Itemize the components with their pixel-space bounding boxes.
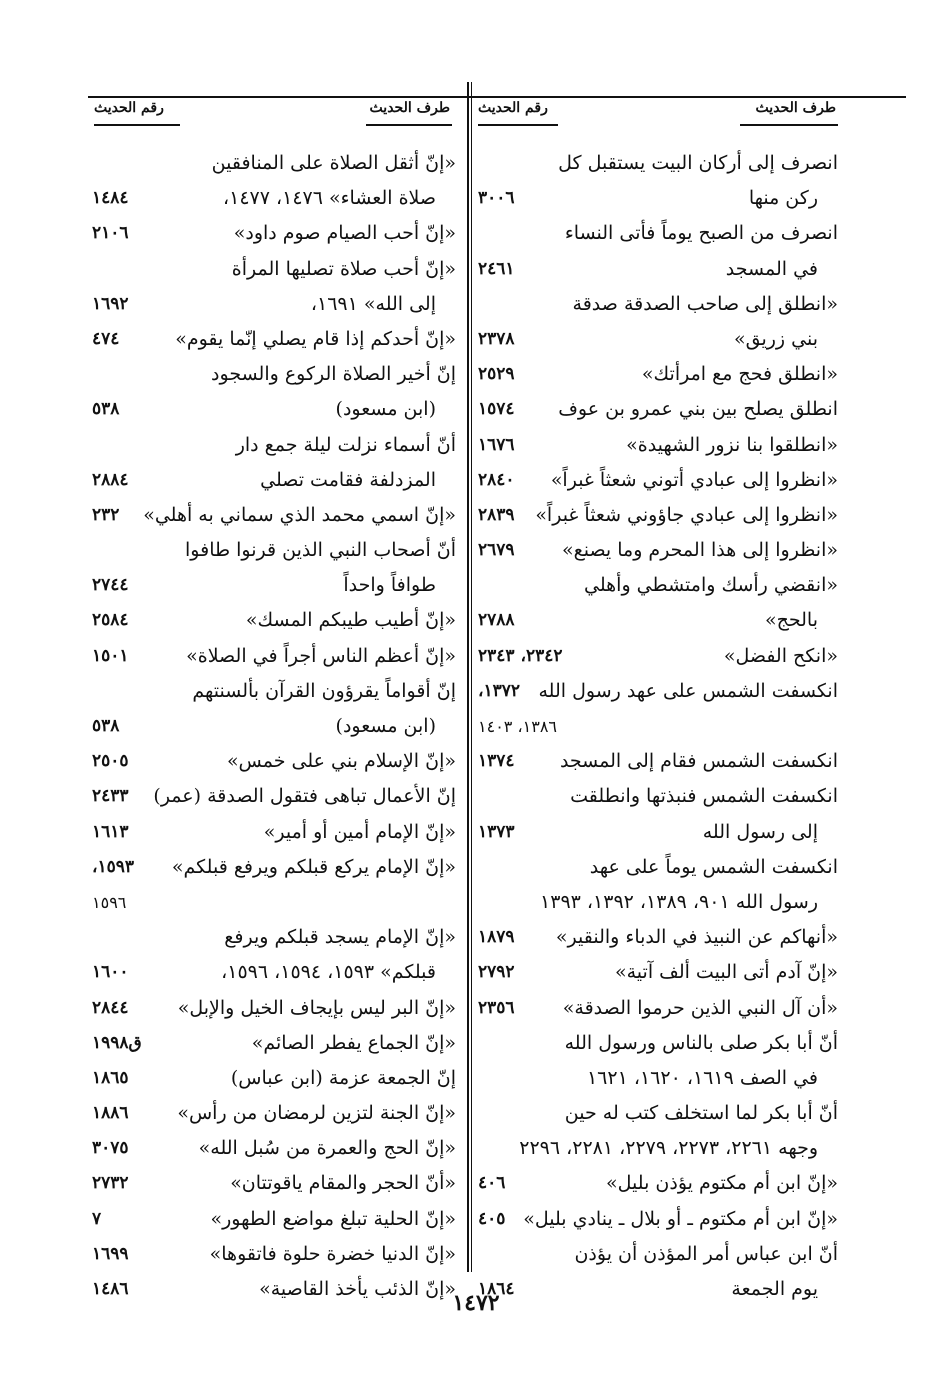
entry-number: ١٤٨٤ — [92, 188, 129, 209]
entry-text: وجهه ٢٢٦١، ٢٢٧٣، ٢٢٧٩، ٢٢٨١، ٢٢٩٦ — [519, 1137, 818, 1160]
index-entry — [478, 603, 838, 638]
index-entry — [92, 322, 456, 357]
index-entry — [92, 885, 456, 920]
entry-number: ٣٠٠٦ — [478, 188, 515, 209]
entry-text: «إنّ الإمام يركع قبلكم ويرفع قبلكم» — [171, 855, 456, 878]
entry-text: «إنّ الحج والعمرة من سُبل الله» — [198, 1137, 456, 1160]
index-entry — [478, 991, 838, 1026]
index-entry — [478, 498, 838, 533]
index-entry — [478, 709, 838, 744]
index-entry — [478, 287, 838, 322]
index-entry — [92, 639, 456, 674]
top-rule — [88, 96, 906, 98]
right-term-header: طرف الحديث — [755, 100, 836, 116]
entry-text: أنّ أبا بكر صلى بالناس ورسول الله — [564, 1031, 838, 1054]
left-column — [92, 146, 456, 1307]
entry-number: ١٣٧٣ — [478, 821, 515, 842]
entry-number: ٢٨٤٠ — [478, 469, 515, 490]
index-entry — [92, 1096, 456, 1131]
index-entry — [92, 568, 456, 603]
index-entry — [478, 744, 838, 779]
entry-text: طوافاً واحداً — [343, 574, 436, 597]
index-entry — [478, 428, 838, 463]
index-entry — [92, 428, 456, 463]
entry-text: «إنّ الحلية تبلغ مواضع الطهور» — [210, 1207, 456, 1230]
entry-number: ٢٦٧٩ — [478, 540, 515, 561]
entry-text: «أنهاكم عن النبيذ في الدباء والنقير» — [555, 926, 838, 949]
index-entry — [92, 146, 456, 181]
entry-text: انكسفت الشمس على عهد رسول الله — [538, 679, 838, 702]
entry-text: «إنّ الدنيا خضرة حلوة فاتقوها» — [209, 1242, 456, 1265]
entry-number: ١٨٧٩ — [478, 927, 515, 948]
entry-number: ٣٠٧٥ — [92, 1138, 129, 1159]
entry-number: ١٦٠٠ — [92, 962, 129, 983]
entry-number: ٢٣٤٢، ٢٣٤٣ — [478, 645, 563, 666]
index-entry — [92, 955, 456, 990]
entry-number: ٢٧٤٤ — [92, 575, 129, 596]
entry-text: «إنّ البر ليس بإيجاف الخيل والإبل» — [177, 996, 456, 1019]
entry-number: ٢٥٠٥ — [92, 751, 129, 772]
entry-text: «إنّ الذئب يأخذ القاصية» — [259, 1278, 456, 1300]
entry-number: ١٥٩٣، — [92, 856, 135, 877]
entry-text: «إنّ ابن أم مكتوم يؤذن بليل» — [606, 1172, 838, 1195]
right-num-underline — [478, 124, 558, 126]
left-num-header: رقم الحديث — [94, 100, 164, 116]
left-num-underline — [94, 124, 180, 126]
entry-text: «إنّ أحب الصيام صوم داود» — [233, 222, 456, 245]
entry-text: «أنّ الحجر والمقام ياقوتتان» — [230, 1172, 456, 1195]
index-entry — [478, 568, 838, 603]
left-term-header: طرف الحديث — [369, 100, 450, 116]
entry-text: «إنّ ابن أم مكتوم ـ أو بلال ـ ينادي بليل» — [523, 1207, 838, 1230]
index-entry — [92, 603, 456, 638]
index-entry — [478, 850, 838, 885]
column-divider-inner — [471, 82, 472, 1272]
entry-text: «انظروا إلى عبادي أتوني شعثاً غبراً» — [550, 468, 838, 491]
index-entry — [92, 1026, 456, 1061]
index-entry — [478, 146, 838, 181]
index-entry — [478, 392, 838, 427]
entry-text: «إنّ الجماع يفطر الصائم» — [251, 1031, 456, 1054]
entry-text: انكسفت الشمس فنبذتها وانطلقت — [570, 785, 838, 808]
entry-text: «إنّ الجنة لتزين لرمضان من رأس» — [177, 1102, 456, 1125]
page-number: ١٤٧٢ — [452, 1290, 500, 1316]
entry-number: ٢٣٢ — [92, 504, 120, 525]
entry-text: بني زريق» — [733, 327, 818, 350]
index-entry — [92, 1061, 456, 1096]
index-entry — [92, 181, 456, 216]
entry-text: «انطلق إلى صاحب الصدقة صدقة — [572, 292, 838, 315]
index-entry — [92, 216, 456, 251]
entry-text: «إنّ الإمام أمين أو أمير» — [263, 820, 456, 843]
entry-text: «انقضي رأسك وامتشطي وأهلي — [584, 574, 838, 597]
entry-number: ١٦١٣ — [92, 821, 129, 842]
entry-number: ٢٤٣٣ — [92, 786, 129, 807]
entry-text: يوم الجمعة — [731, 1278, 818, 1300]
left-term-underline — [366, 124, 452, 126]
index-entry — [92, 1131, 456, 1166]
index-entry — [92, 1237, 456, 1272]
entry-number: ١٦٩٩ — [92, 1243, 129, 1264]
index-entry — [92, 850, 456, 885]
entry-text: (ابن مسعود) — [335, 398, 436, 421]
index-entry — [478, 955, 838, 990]
entry-text: انطلق يصلح بين بني عمرو بن عوف — [558, 398, 838, 421]
index-entry — [92, 779, 456, 814]
index-entry — [478, 322, 838, 357]
index-entry — [478, 1166, 838, 1201]
entry-number: ٤٠٥ — [478, 1208, 506, 1229]
index-entry — [92, 1202, 456, 1237]
entry-number: ٢٣٥٦ — [478, 997, 515, 1018]
entry-text: «انظروا إلى عبادي جاؤوني شعثاً غبراً» — [535, 503, 838, 526]
entry-text: إنّ الأعمال تباهى فتقول الصدقة (عمر) — [153, 785, 456, 808]
index-entry — [478, 252, 838, 287]
entry-text: انصرف من الصبح يوماً فأتى النساء — [564, 222, 838, 245]
entry-text: (ابن مسعود) — [335, 715, 436, 737]
right-column — [478, 146, 838, 1307]
entry-text: «إنّ أطيب طيبكم المسك» — [245, 609, 456, 632]
entry-text: أنّ أسماء نزلت ليلة جمع دار — [235, 433, 456, 456]
index-entry — [92, 744, 456, 779]
entry-number: ١٤٨٦ — [92, 1279, 129, 1299]
index-entry — [92, 920, 456, 955]
entry-number: ١٥٩٦ — [92, 892, 127, 912]
entry-number: ١٥٠١ — [92, 645, 129, 666]
entry-text: المزدلفة فقامت تصلي — [260, 468, 436, 491]
entry-number: ١٥٧٤ — [478, 399, 515, 420]
entry-text: ركن منها — [748, 187, 818, 210]
entry-number: ق١٩٩٨ — [92, 1032, 142, 1053]
entry-text: انكسفت الشمس يوماً على عهد — [589, 855, 838, 878]
index-entry — [92, 991, 456, 1026]
index-entry — [92, 287, 456, 322]
entry-number: ١٨٨٦ — [92, 1103, 129, 1124]
entry-text: صلاة العشاء» ١٤٧٦، ١٤٧٧، — [222, 187, 436, 210]
index-entry — [478, 885, 838, 920]
entry-text: «انطلق فحج مع امرأتك» — [641, 363, 838, 386]
entry-text: «أن آل النبي الذين حرموا الصدقة» — [562, 996, 838, 1019]
index-entry — [478, 1131, 838, 1166]
entry-text: رسول الله ٩٠١، ١٣٨٩، ١٣٩٢، ١٣٩٣ — [540, 890, 818, 913]
index-entry — [92, 252, 456, 287]
entry-number: ٢٥٢٩ — [478, 364, 515, 385]
index-entry — [92, 674, 456, 709]
entry-text: في الصف ١٦١٩، ١٦٢٠، ١٦٢١ — [586, 1066, 818, 1089]
entry-number: ٢٧٣٢ — [92, 1173, 129, 1194]
index-entry — [478, 1096, 838, 1131]
entry-text: «إنّ أعظم الناس أجراً في الصلاة» — [186, 644, 456, 667]
entry-number: ٢١٠٦ — [92, 223, 129, 244]
index-entry — [478, 357, 838, 392]
entry-number: ١٣٧٤ — [478, 751, 515, 772]
entry-text: «إنّ أثقل الصلاة على المنافقين — [211, 152, 456, 174]
entry-number: ٥٣٨ — [92, 716, 120, 736]
entry-text: أنّ ابن عباس أمر المؤذن أن يؤذن — [574, 1242, 838, 1265]
right-num-header: رقم الحديث — [478, 100, 548, 116]
index-entry — [478, 779, 838, 814]
entry-text: «انكح الفضل» — [723, 644, 838, 667]
index-entry — [478, 463, 838, 498]
entry-text: إنّ أقواماً يقرؤون القرآن بألسنتهم — [192, 679, 456, 702]
entry-number: ٧ — [92, 1208, 102, 1229]
entry-number: ٢٥٨٤ — [92, 610, 129, 631]
entry-number: ٢٨٣٩ — [478, 504, 515, 525]
entry-number: ١٣٨٦، ١٤٠٣ — [478, 717, 557, 736]
index-entry — [478, 1202, 838, 1237]
entry-number: ٢٧٩٢ — [478, 962, 515, 983]
index-entry — [478, 639, 838, 674]
entry-text: إنّ الجمعة عزمة (ابن عباس) — [230, 1066, 456, 1089]
entry-text: «إنّ أحب صلاة تصليها المرأة — [231, 257, 456, 280]
entry-text: «إنّ اسمي محمد الذي سماني به أهلي» — [143, 503, 456, 526]
entry-text: في المسجد — [725, 257, 818, 280]
index-entry — [478, 1026, 838, 1061]
right-term-underline — [740, 124, 838, 126]
index-entry — [92, 498, 456, 533]
index-entry — [92, 709, 456, 744]
entry-text: «انظروا إلى هذا المحرم وما يصنع» — [561, 539, 838, 562]
entry-number: ١٨٦٥ — [92, 1067, 129, 1088]
entry-number: ١٦٧٦ — [478, 434, 515, 455]
entry-text: إلى الله» ١٦٩١، — [310, 292, 436, 315]
entry-number: ٢٤٦١ — [478, 258, 515, 279]
entry-number: ٥٣٨ — [92, 399, 120, 420]
entry-text: «إنّ آدم أتى البيت ألف آتية» — [615, 961, 838, 984]
entry-text: قبلكم» ١٥٩٣، ١٥٩٤، ١٥٩٦، — [221, 961, 436, 984]
entry-number: ٢٣٧٨ — [478, 328, 515, 349]
entry-text: انكسفت الشمس فقام إلى المسجد — [559, 750, 838, 773]
entry-number: ٢٨٤٤ — [92, 997, 129, 1018]
index-entry — [478, 1237, 838, 1272]
entry-text: إلى رسول الله — [702, 820, 818, 843]
column-divider — [467, 82, 469, 1272]
entry-text: أنّ أصحاب النبي الذين قرنوا طافوا — [185, 539, 456, 562]
entry-text: أنّ أبا بكر لما استخلف كتب له حين — [564, 1102, 838, 1125]
index-entry — [92, 392, 456, 427]
index-entry — [478, 1061, 838, 1096]
entry-text: بالحج» — [764, 609, 818, 632]
entry-number: ٤٧٤ — [92, 328, 120, 349]
index-entry — [478, 815, 838, 850]
index-entry — [92, 1166, 456, 1201]
entry-number: ١٣٧٢، — [478, 680, 521, 701]
index-entry — [478, 533, 838, 568]
index-entry — [92, 533, 456, 568]
index-entry — [92, 463, 456, 498]
entry-text: «انطلقوا بنا نزور الشهيدة» — [626, 433, 838, 456]
entry-number: ١٨٦٤ — [478, 1279, 515, 1299]
index-entry — [478, 181, 838, 216]
entry-number: ٢٨٨٤ — [92, 469, 129, 490]
entry-text: إنّ أخير الصلاة الركوع والسجود — [211, 363, 456, 386]
index-entry — [478, 216, 838, 251]
entry-text: انصرف إلى أركان البيت يستقبل كل — [558, 152, 838, 174]
index-entry — [92, 357, 456, 392]
entry-text: «إنّ الإسلام بني على خمس» — [226, 750, 456, 773]
entry-number: ٤٠٦ — [478, 1173, 506, 1194]
entry-number: ٢٧٨٨ — [478, 610, 515, 631]
entry-text: «إنّ أحدكم إذا قام يصلي إنّما يقوم» — [175, 327, 456, 350]
index-entry — [478, 920, 838, 955]
index-entry — [478, 674, 838, 709]
index-entry — [92, 815, 456, 850]
entry-text: «إنّ الإمام يسجد قبلكم ويرفع — [224, 926, 456, 949]
entry-number: ١٦٩٢ — [92, 293, 129, 314]
